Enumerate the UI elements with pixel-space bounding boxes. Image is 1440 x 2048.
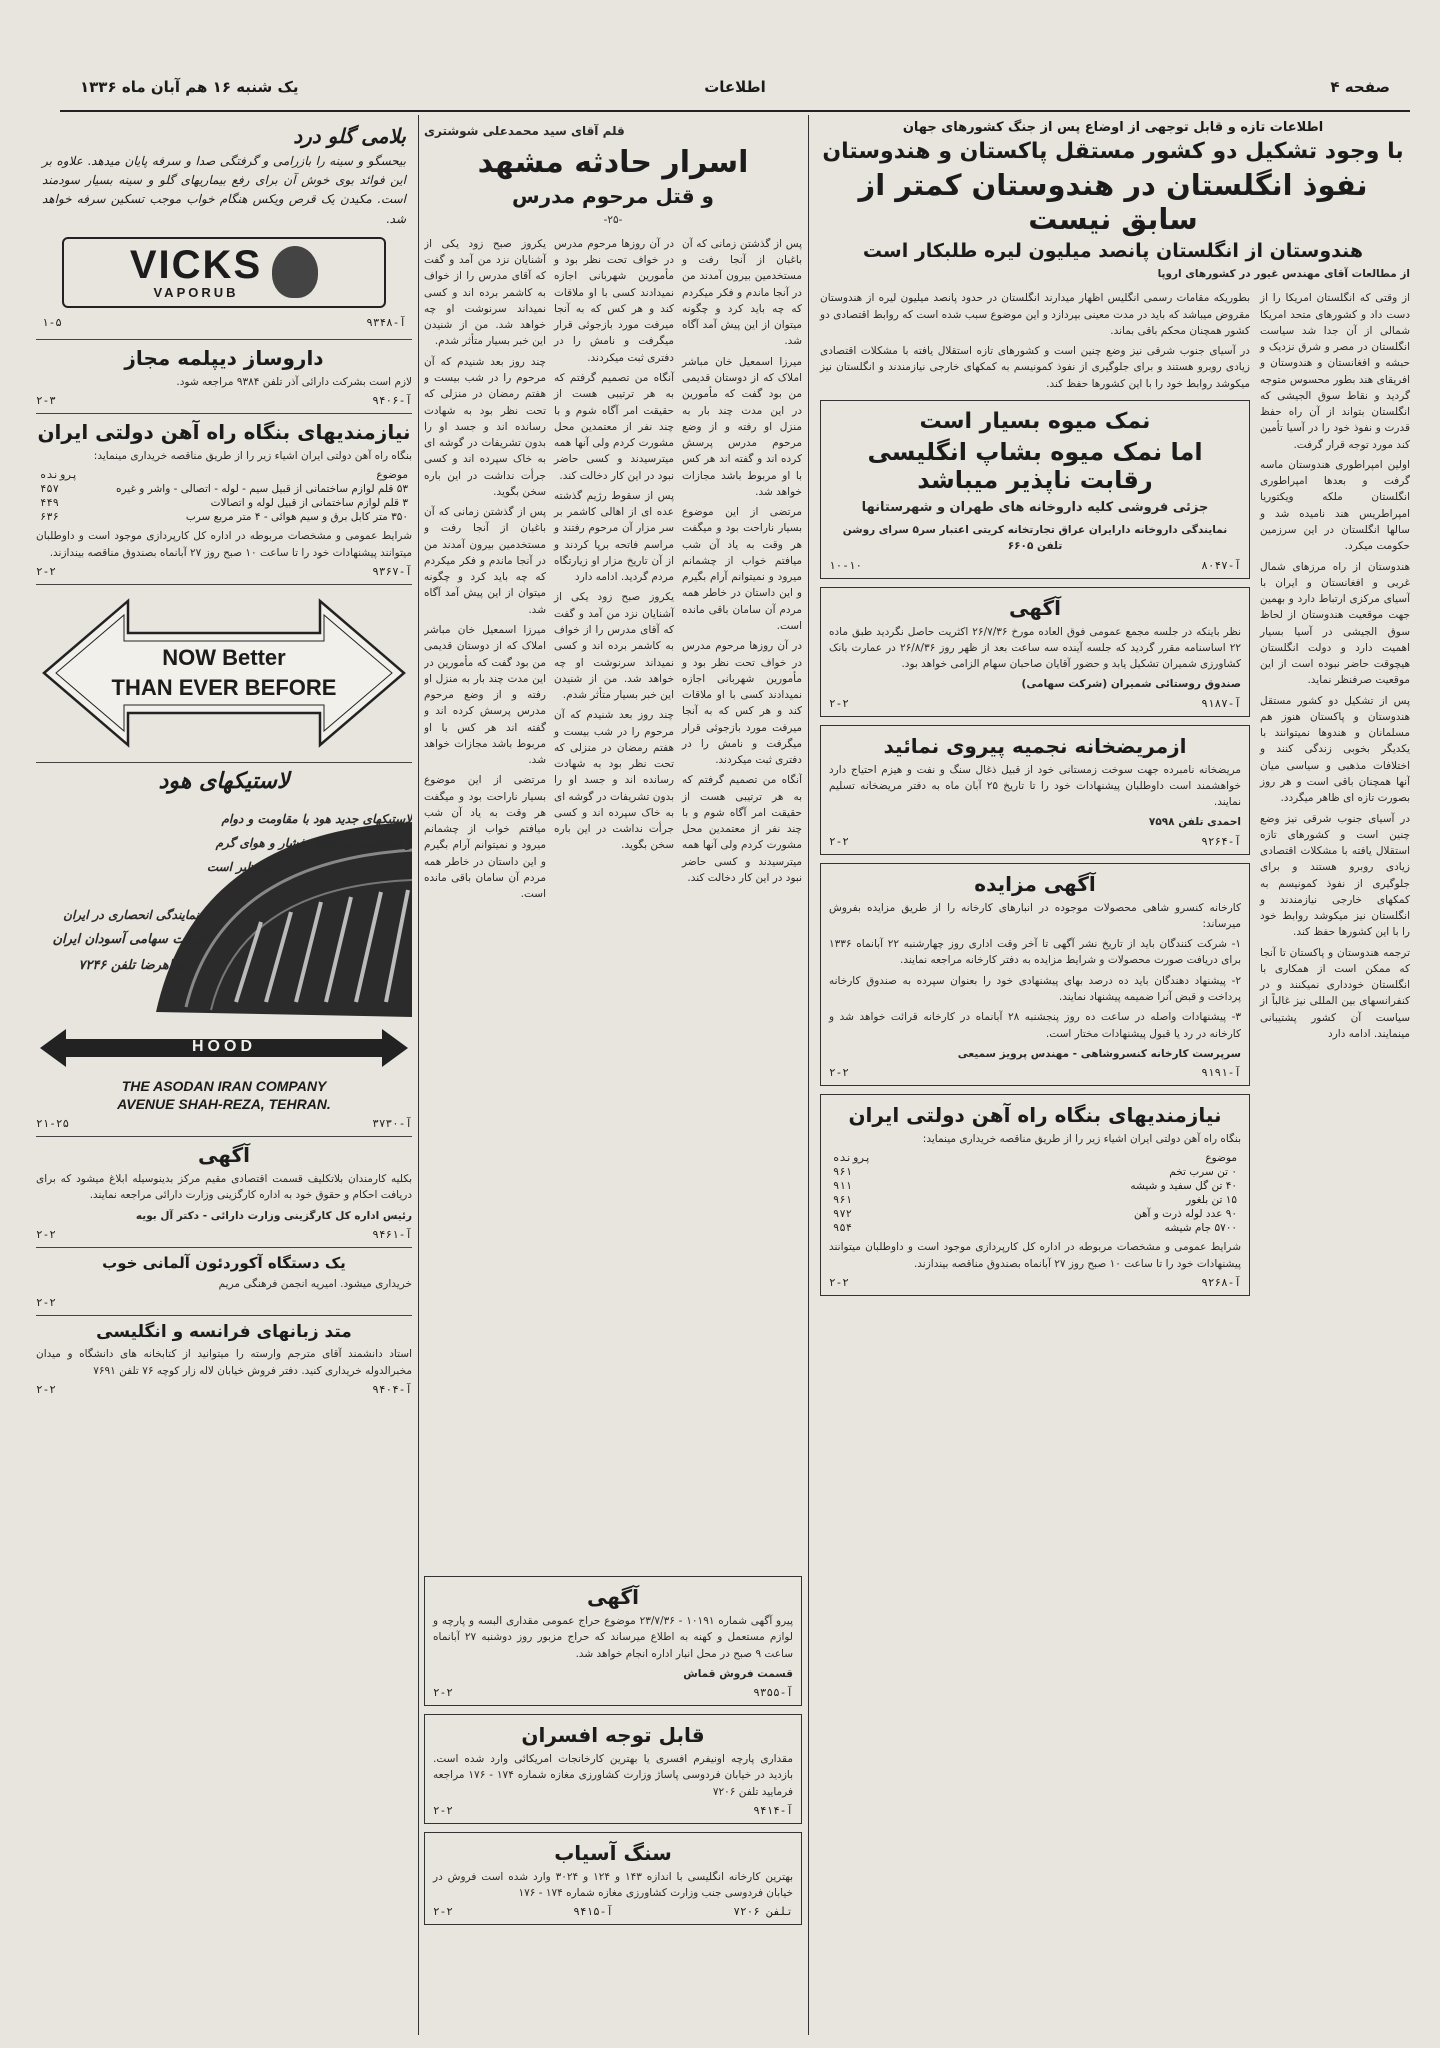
paragraph: اولین امپراطوری هندوستان ماسه گرفت و بعدها امپراطوری انگلستان ملکه ویکتوریا امپراطریس هند نامیده شد و سالها انگلستان در این سرزمین حکومت میکرد. <box>1260 458 1410 553</box>
lead-article-column <box>816 118 1410 2038</box>
page-header <box>60 70 1410 112</box>
table-row <box>36 496 412 510</box>
column-header: پرونده <box>833 1152 871 1165</box>
item-file-number: ۹۶۱ <box>833 1194 852 1207</box>
ad-line: نمایندگی انحصاری در ایران <box>63 907 199 922</box>
item-label: ۵۷۰۰ جام شیشه <box>1164 1222 1237 1235</box>
language-method-ad <box>36 1322 412 1396</box>
ad-run: ۲-۲ <box>433 1905 453 1919</box>
ad-code: آ-۹۴۰۴ <box>372 1382 412 1396</box>
paragraph: چند روز بعد شنیدم که آن مرحوم را در شب بیست و هفتم رمضان در منزلی که تحت نظر بود به شهادت رسانده اند و جسد او را بدون تشریفات در گوشه ای به خاک سپرده اند و کسی جرأت نداشت در این باره سخن بگوید. <box>424 355 546 498</box>
article-kicker: اطلاعات تازه و قابل توجهی از اوضاع پس از جنگ کشورهای جهان <box>902 120 1324 135</box>
paragraph: یکروز صبح زود یکی از آشنایان نزد من آمد و گفت که آقای مدرس را از خواف به کاشمر برده اند و کسی نمیداند سرنوشت او چه خواهد شد. من از شنیدن این خبر بسیار متأثر شدم. <box>424 237 546 348</box>
railway-tender-ad <box>36 420 412 578</box>
ad-run: ۱۰-۱۰ <box>829 558 863 572</box>
table-header <box>829 1151 1241 1165</box>
divider <box>36 413 412 414</box>
ad-signature: صندوق روستائی شمیران (شرکت سهامی) <box>1021 678 1241 691</box>
divider <box>36 1136 412 1137</box>
ad-signature: رئیس اداره کل کارگزینی وزارت دارائی - دکتر آل بویه <box>135 1209 412 1222</box>
paragraph: هندوستان از راه مرزهای شمال غربی و افغانستان و ایران با آسیای مرکزی ارتباط دارد و بهمین جهت موقعیت هندوستان از لحاظ سوق الجیشی در آسیا بسیار اهمیت دارد و دولت انگلستان هیچوقت حاضر نبوده است از این موقعیت صرفنظر نماید. <box>1260 560 1410 687</box>
ad-intro: بنگاه راه آهن دولتی ایران اشیاء زیر را از طریق مناقصه خریداری مینماید: <box>922 1133 1241 1146</box>
railway-tender-ad <box>820 1094 1250 1296</box>
ad-text: مقداری پارچه اونیفرم افسری یا بهترین کارخانجات امریکائی وارد شده است. بازدید در خیابان فردوسی پاساژ وزارت کشاورزی مغازه شماره ۱۷۴ - ۱۷۶ مراجعه فرمایید تلفن ۷۲۰۶ <box>433 1753 794 1798</box>
ad-code: آ-۹۱۸۷ <box>1201 696 1241 710</box>
ad-text: لازم است بشرکت دارائی آذر تلفن ۹۳۸۴ مراجعه شود. <box>176 375 412 388</box>
ad-code: آ-۹۱۹۱ <box>1201 1066 1241 1080</box>
ad-run: ۲-۲ <box>36 1227 56 1241</box>
ad-title: بلامی گلو درد <box>293 124 406 148</box>
ad-line: شاهرضا تلفن ۷۲۴۶ <box>78 957 184 973</box>
shemiran-notice-ad <box>820 587 1250 717</box>
column-header: پرونده <box>40 469 78 482</box>
headline-3: هندوستان از انگلستان پانصد میلیون لیره طلبکار است <box>862 240 1364 262</box>
paragraph: چند روز بعد شنیدم که آن مرحوم را در شب بیست و هفتم رمضان در منزلی که تحت نظر بود به شهادت رسانده اند و جسد او را بدون تشریفات در گوشه ای به خاک سپرده اند و کسی جرأت نداشت در این باره سخن بگوید. <box>554 709 674 852</box>
ad-code: آ-۹۳۶۷ <box>372 564 412 578</box>
ad-title: نیازمندیهای بنگاه راه آهن دولتی ایران <box>848 1103 1222 1128</box>
divider <box>36 1315 412 1316</box>
company-address: AVENUE SHAH-REZA, TEHRAN. <box>117 1096 331 1112</box>
paragraph: در آن روزها مرحوم مدرس در خواف تحت نظر بود و مأمورین شهربانی اجازه نمیدادند کسی با او ملاقات کند و هر کس که به آنجا میرفت مورد بازجوئی قرار میگرفت و نامش را در دفتری ثبت میکردند. <box>682 640 802 767</box>
item-label: ۳ قلم لوازم ساختمانی از قبیل لوله و اتصالات <box>210 497 408 510</box>
article-byline: از مطالعات آقای مهندس غیور در کشورهای اروپا <box>1157 268 1410 280</box>
ad-text: بیحسگو و سینه را بازرامی و گرفتگی صدا و سرفه پایان میدهد. علاوه بر این فوائد بوی خوش آن برای رفع بیماریهای گلو و سینه بسیار سودمند است. مکیدن یک قرص ویکس هنگام خواب موجب تسکین سرفه خواهد شد. <box>42 154 406 226</box>
ad-title: داروساز دیپلمه مجاز <box>124 345 324 370</box>
divider <box>36 584 412 585</box>
ad-text: مریضخانه نامبرده جهت سوخت زمستانی خود از قبیل ذغال سنگ و نفت و هیزم احتیاج دارد خواهشمند است داوطلبان پیشنهادات خود را تا تاریخ ۲۵ آبان ماه به دفتر مریضخانه تسلیم نمایند. <box>829 763 1241 809</box>
item-label: ۹۰ عدد لوله ذرت و آهن <box>1133 1208 1237 1221</box>
woman-face-icon <box>272 246 318 298</box>
ad-code: آ-۹۲۶۴ <box>1201 834 1241 848</box>
ad-line: جزئی فروشی کلیه داروخانه های طهران و شهرستانها <box>861 499 1209 515</box>
item-file-number: ۹۱۱ <box>833 1180 852 1193</box>
ad-run: ۲-۲ <box>829 696 849 710</box>
paragraph: مرتضی از این موضوع بسیار ناراحت بود و میگفت هر وقت به یاد آن شب میافتم خواب از چشمانم میرود و نمیتوانم آرام بگیرم و این داستان در خاطر همه مردم آن سامان باقی مانده است. <box>682 506 802 632</box>
ad-code: آ-۹۴۱۴ <box>753 1803 793 1817</box>
paragraph: در آسیای جنوب شرقی نیز وضع چنین است و کشورهای تازه استقلال یافته با مشکلات اقتصادی زیادی روبرو هستند و برای جلوگیری از نفوذ کمونیسم به کمکهای خارجی نیازمندند و انگلستان نیز میکوشد روابط خود را با این کشورها حفظ کند. <box>1260 812 1410 939</box>
ad-code: آ-۳۷۳۰ <box>372 1117 412 1131</box>
millstone-ad <box>424 1832 802 1926</box>
tender-items-table <box>829 1151 1241 1235</box>
table-row <box>829 1165 1241 1179</box>
fabric-auction-ad <box>424 1576 802 1706</box>
paragraph: در آسیای جنوب شرقی نیز وضع چنین است و کشورهای تازه استقلال یافته با مشکلات اقتصادی زیادی روبرو هستند و برای جلوگیری از نفوذ کمونیسم به کمکهای خارجی نیازمندند و انگلستان نیز میکوشد روابط خود را با این کشورها حفظ کند. <box>820 345 1250 390</box>
ad-text: استاد دانشمند آقای مترجم وارسته را میتوانید از کتابخانه های دانشگاه و میدان مخبرالدوله خریداری کنید. دفتر فروش خیابان لاله زار کوچه ۷۶ تلفن ۷۶۹۱ <box>36 1348 412 1377</box>
item-file-number: ۴۴۹ <box>40 497 59 510</box>
ad-slogan-line1: NOW Better <box>162 644 286 670</box>
story-subtitle: و قتل مرحوم مدرس <box>512 183 714 208</box>
column-header: موضوع <box>1205 1152 1237 1165</box>
table-row <box>829 1221 1241 1235</box>
ad-text: بکلیه کارمندان بلاتکلیف قسمت اقتصادی مقیم مرکز بدینوسیله ابلاغ میشود که برای دریافت احکام و حقوق خود به اداره کارگزینی وزارت دارائی مراجعه نمایند. <box>36 1173 412 1202</box>
ad-run: ۲-۳ <box>36 394 56 408</box>
ad-title: متد زبانهای فرانسه و انگلیسی <box>96 1322 352 1343</box>
divider <box>36 339 412 340</box>
column-header: موضوع <box>376 469 408 482</box>
item-label: ۵۳ قلم لوازم ساختمانی از قبیل سیم - لوله - اتصالی - واشر و غیره <box>116 483 408 496</box>
item-file-number: ۹۶۱ <box>833 1166 852 1179</box>
paragraph: یکروز صبح زود یکی از آشنایان نزد من آمد و گفت که آقای مدرس را از خواف به کاشمر برده اند و کسی نمیداند سرنوشت او چه خواهد شد. من از شنیدن این خبر بسیار متأثر شدم. <box>554 591 674 702</box>
ad-run: ۲-۲ <box>433 1686 453 1700</box>
hood-tire-ad <box>36 769 412 1130</box>
table-row <box>829 1179 1241 1193</box>
ad-text: خریداری میشود. امیریه انجمن فرهنگی مریم <box>218 1277 412 1290</box>
ad-code: آ-۹۲۶۸ <box>1201 1275 1241 1289</box>
ad-title: قابل توجه افسران <box>521 1723 705 1748</box>
ad-run: ۲-۲ <box>829 834 849 848</box>
accordion-wanted-ad <box>36 1254 412 1309</box>
ad-text: پیرو آگهی شماره ۱۰۱۹۱ - ۲۳/۷/۳۶ موضوع حراج عمومی مقداری البسه و پارچه و لوازم مستعمل و کهنه به اطلاع میرساند که حراج مزبور روز دوشنبه ۲۷ آبانماه ساعت ۹ صبح در محل انبار اداره انجام خواهد شد. <box>433 1615 793 1660</box>
column-divider <box>418 115 419 2035</box>
vicks-ad <box>36 118 412 333</box>
ad-title: آگهی <box>1009 595 1061 620</box>
ad-text: بهترین کارخانه انگلیسی با اندازه ۱۴۳ و ۱۲۴ و ۳۰۲۴ وارد شده است فروش در خیابان فردوسی جنب وزارت کشاورزی مغازه شماره ۱۷۴ - ۱۷۶ <box>433 1870 793 1900</box>
ad-title: آگهی <box>198 1143 250 1168</box>
ad-code: آ-۹۴۱۵ <box>573 1905 613 1919</box>
table-row <box>36 510 412 524</box>
story-body <box>424 232 802 907</box>
story-part-number: -۲۵- <box>603 213 623 226</box>
vicks-logo <box>62 237 386 308</box>
headline-1: با وجود تشکیل دو کشور مستقل پاکستان و هندوستان <box>822 139 1404 164</box>
ad-title: اما نمک میوه بشاپ انگلیسی رقابت ناپذیر میباشد <box>867 437 1203 494</box>
brand-name: VICKS <box>129 242 263 287</box>
ad-code: آ-۹۳۴۸ <box>366 315 406 329</box>
auction-notice-ad <box>820 863 1250 1086</box>
tire-illustration <box>36 802 412 1017</box>
serial-story-column <box>424 118 802 2038</box>
paragraph: پس از سقوط رژیم گذشته عده ای از اهالی کاشمر بر سر مزار آن مرحوم رفتند و مراسم فاتحه برپا کردند و از آن تاریخ مزار او زیارتگاه مردم گردید. ادامه دارد <box>554 489 674 584</box>
item-file-number: ۶۳۶ <box>40 511 59 524</box>
ad-run: ۲-۲ <box>36 1382 56 1396</box>
double-arrow-icon <box>36 591 412 756</box>
ad-run: ۲-۲ <box>829 1275 849 1289</box>
ad-run: ۲۱-۲۵ <box>36 1117 70 1131</box>
ad-run: ۱-۵ <box>42 315 62 329</box>
paragraph: ترجمه هندوستان و پاکستان تا آنجا که ممکن است از همکاری با انگلستان خودداری نمیکنند و در کنفرانسهای بین المللی نیز غالباً از سیاست آن کشور پشتیبانی مینمایند. ادامه دارد <box>1260 946 1410 1040</box>
paragraph: میرزا اسمعیل خان مباشر املاک که از دوستان قدیمی من بود گفت که مأمورین در این مدت چند بار به منزل او رفته و از وضع مرحوم مدرس پرسش کرده اند و گفته اند هر کس با او مربوط باشد مجازات خواهد شد. <box>682 355 802 498</box>
ad-code: آ-۹۴۶۱ <box>372 1227 412 1241</box>
officers-uniform-ad <box>424 1714 802 1824</box>
table-row <box>829 1207 1241 1221</box>
table-header <box>36 468 412 482</box>
finance-ministry-notice-ad <box>36 1143 412 1241</box>
article-body <box>816 286 1410 1304</box>
hood-logo <box>36 1025 412 1071</box>
ad-title: لاستیکهای هود <box>158 768 290 794</box>
item-label: ۱۵ تن بلغور <box>1186 1194 1237 1207</box>
paragraph: پس از گذشتن زمانی که آن باغبان از آنجا رفت و مستخدمین بیرون آمدند من در آنجا ماندم و فکر میکردم که چه باید کرد و چگونه میتوان از این پیش آمد آگاه شد. <box>682 237 802 348</box>
ad-line: لاستیکهای جدید هود با مقاومت و دوام <box>221 811 412 826</box>
ad-text: ۳- پیشنهادات واصله در ساعت ده روز پنجشنبه ۲۸ آبانماه در کارخانه قرائت خواهد شد و کارخانه در رد یا قبول پیشنهادات مختار است. <box>829 1011 1241 1040</box>
article-column-b <box>820 286 1250 1304</box>
pharmacist-wanted-ad <box>36 346 412 407</box>
brand-name: HOOD <box>192 1037 256 1055</box>
paragraph: پس از تشکیل دو کشور مستقل هندوستان و پاکستان هنوز هم مسلمانان و هندوها نمیتوانند با یکدیگر بخوبی زندگی کنند و اختلافات مذهبی و سیاسی میان آنها همچنان باقی است و هر روز بصورت تازه ای ظاهر میگردد. <box>1260 694 1410 805</box>
ad-title: نیازمندیهای بنگاه راه آهن دولتی ایران <box>37 420 411 445</box>
ad-text: ۲- پیشنهاد دهندگان باید ده درصد بهای پیشنهادی خود را بعنوان سپرده به صندوق کارخانه پرداخت و قبض آنرا ضمیمه پیشنهاد نمایند. <box>829 974 1241 1003</box>
ad-run: ۲-۲ <box>433 1803 453 1817</box>
item-file-number: ۴۵۷ <box>40 483 59 496</box>
ad-intro: بنگاه راه آهن دولتی ایران اشیاء زیر را از طریق مناقصه خریداری مینماید: <box>93 450 412 463</box>
item-label: ۰ تن سرب تخم <box>1169 1166 1237 1179</box>
paragraph: در آن روزها مرحوم مدرس در خواف تحت نظر بود و مأمورین شهربانی اجازه نمیدادند کسی با او ملاقات کند و هر کس که به آنجا میرفت مورد بازجوئی قرار میگرفت و نامش را در دفتری ثبت میکردند. <box>554 237 674 364</box>
ad-title: یک دستگاه آکوردئون آلمانی خوب <box>102 1253 346 1272</box>
paragraph: آنگاه من تصمیم گرفتم که به هر ترتیبی هست از حقیقت امر آگاه شوم و با چند نفر از معتمدین محل مشورت کردم ولی آنها همه میترسیدند و کسی حاضر نبود در این کار دخالت کند. <box>554 371 674 482</box>
ad-text: شرایط عمومی و مشخصات مربوطه در اداره کل کارپردازی موجود است و داوطلبان میتوانند پیشنهادات خود را تا ساعت ۱۰ صبح روز ۲۷ آبانماه بصندوق مناقصه بیندازند. <box>36 530 412 559</box>
company-name: THE ASODAN IRAN COMPANY <box>121 1077 327 1094</box>
now-better-ad <box>36 591 412 756</box>
fruit-salt-ad <box>820 400 1250 579</box>
ad-run: ۲-۲ <box>829 1066 849 1080</box>
ad-run: ۲-۲ <box>36 1296 56 1310</box>
ad-code: آ-۹۳۵۵ <box>753 1686 793 1700</box>
najmieh-hospital-ad <box>820 725 1250 855</box>
item-file-number: ۹۵۴ <box>833 1222 852 1235</box>
ad-line: نمایندگی داروخانه دارایران عراق تجارتخانه کریتی اعتبار سر۵ سرای روشن تلفن ۶۶۰۵ <box>842 524 1228 553</box>
ad-line: و استقامت در مقابل فشار و هوای گرم <box>215 835 412 850</box>
ad-text: کارخانه کنسرو شاهی محصولات موجوده در انبارهای کارخانه را از طریق مزایده بفروش میرساند: <box>829 901 1241 930</box>
article-column-a <box>1260 286 1410 1304</box>
item-file-number: ۹۷۲ <box>833 1208 852 1221</box>
paragraph: از وقتی که انگلستان امریکا را از دست داد و کشورهای متحد امریکا شمالی از آن جدا شد سیاست انگلستان در مصر و شرق نزدیک و حبشه و افغانستان و هندوستان و افریقای هند بطور محسوس متوجه گردید و نقاط سوق الجیشی که انگلستان بتواند از آن راه حفظ قدرت و نفوذ خود را در آسیا تأمین کند مورد توجه قرار گرفت. <box>1260 292 1410 451</box>
ad-text: شرایط عمومی و مشخصات مربوطه در اداره کل کارپردازی موجود است و داوطلبان میتوانند پیشنهادات خود را تا ساعت ۱۰ صبح روز ۲۷ آبانماه بصندوق مناقصه بیندازند. <box>829 1241 1241 1270</box>
story-title: اسرار حادثه مشهد <box>477 144 749 180</box>
paper-name: اطلاعات <box>704 78 766 96</box>
ad-title: آگهی <box>587 1585 639 1609</box>
ad-signature: سرپرست کارخانه کنسروشاهی - مهندس پرویز سمیعی <box>957 1047 1241 1060</box>
ad-title: سنگ آسیاب <box>554 1840 672 1865</box>
paragraph: بطوریکه مقامات رسمی انگلیس اظهار میدارند انگلستان در حدود پانصد میلیون لیره از هندوستان مقروض میباشد که باید در مدت معینی بپردازد و این موضوع سبب شده است که روابط اقتصادی دو کشور همچنان محکم باقی بماند. <box>820 292 1250 337</box>
ad-title: ازمریضخانه نجمیه پیروی نمائید <box>883 733 1187 758</box>
column-divider <box>808 115 809 2035</box>
ad-run: ۲-۲ <box>36 564 56 578</box>
ad-title: آگهی مزایده <box>974 871 1096 896</box>
middle-ads <box>424 1568 802 1933</box>
ad-code: آ-۸۰۴۷ <box>1201 558 1241 572</box>
ad-line: شرکت سهامی آسودان ایران <box>52 931 210 947</box>
issue-date: یک شنبه ۱۶ هم آبان ماه ۱۳۳۶ <box>80 78 299 96</box>
story-byline: قلم آقای سید محمدعلی شوشتری <box>424 124 625 138</box>
divider <box>36 1247 412 1248</box>
brand-subtitle: VAPORUB <box>153 284 239 300</box>
page-number: صفحه ۴ <box>1330 78 1390 96</box>
paragraph: آنگاه من تصمیم گرفتم که به هر ترتیبی هست از حقیقت امر آگاه شوم و با چند نفر از معتمدین محل مشورت کردم ولی آنها همه میترسیدند و کسی حاضر نبود در این کار دخالت کند. <box>682 774 802 884</box>
divider <box>36 762 412 763</box>
ad-code: آ-۹۴۰۶ <box>372 394 412 408</box>
paragraph: پس از گذشتن زمانی که آن باغبان از آنجا رفت و مستخدمین بیرون آمدند من در آنجا ماندم و فکر میکردم که چه باید کرد و چگونه میتوان از این پیش آمد آگاه شد. <box>424 506 546 616</box>
item-label: ۳۵۰ متر کابل برق و سیم هوائی - ۴ متر مربع سرب <box>185 511 408 524</box>
paragraph: میرزا اسمعیل خان مباشر املاک که از دوستان قدیمی من بود گفت که مأمورین در این مدت چند بار به منزل او رفته و از وضع مرحوم مدرس پرسش کرده اند و گفته اند هر کس با او مربوط باشد مجازات خواهد شد. <box>424 623 546 767</box>
table-row <box>36 482 412 496</box>
headline-2: نفوذ انگلستان در هندوستان کمتر از سابق نیست <box>858 168 1368 236</box>
item-label: ۴۰ تن گل سفید و شیشه <box>1130 1180 1237 1193</box>
paragraph: مرتضی از این موضوع بسیار ناراحت بود و میگفت هر وقت به یاد آن شب میافتم خواب از چشمانم میرود و نمیتوانم آرام بگیرم و این داستان در خاطر همه مردم آن سامان باقی مانده است. <box>424 774 546 901</box>
ad-text: نظر باینکه در جلسه مجمع عمومی فوق العاده مورخ ۲۶/۷/۳۶ اکثریت حاصل نگردید طبق ماده ۲۲ اساسنامه مقرر گردید که جلسه آینده سه ساعت بعد از ظهر روز ۲۶/۸/۳۶ در عمارت بانک کشاورزی شمیران تشکیل یابد و حضور آقایان صاحبان سهام الزامی خواهد بود. <box>829 625 1241 671</box>
ad-signature: قسمت فروش قماش <box>683 1667 793 1680</box>
ads-column <box>36 118 412 2038</box>
ad-title: نمک میوه بسیار است <box>919 408 1151 434</box>
ad-slogan-line2: THAN EVER BEFORE <box>111 674 337 700</box>
ad-signature: احمدی تلفن ۷۵۹۸ <box>1148 816 1241 829</box>
table-row <box>829 1193 1241 1207</box>
ad-line: بی نظیر است <box>206 859 278 874</box>
tender-items-table <box>36 468 412 524</box>
ad-phone: تلفن ۷۲۰۶ <box>733 1905 793 1919</box>
ad-text: ۱- شرکت کنندگان باید از تاریخ نشر آگهی تا آخر وقت اداری روز چهارشنبه ۲۲ آبانماه ۱۳۳۶ برای دریافت صورت محصولات و شرایط مزایده به دفتر کارخانه مراجعه نمایند. <box>829 938 1241 967</box>
